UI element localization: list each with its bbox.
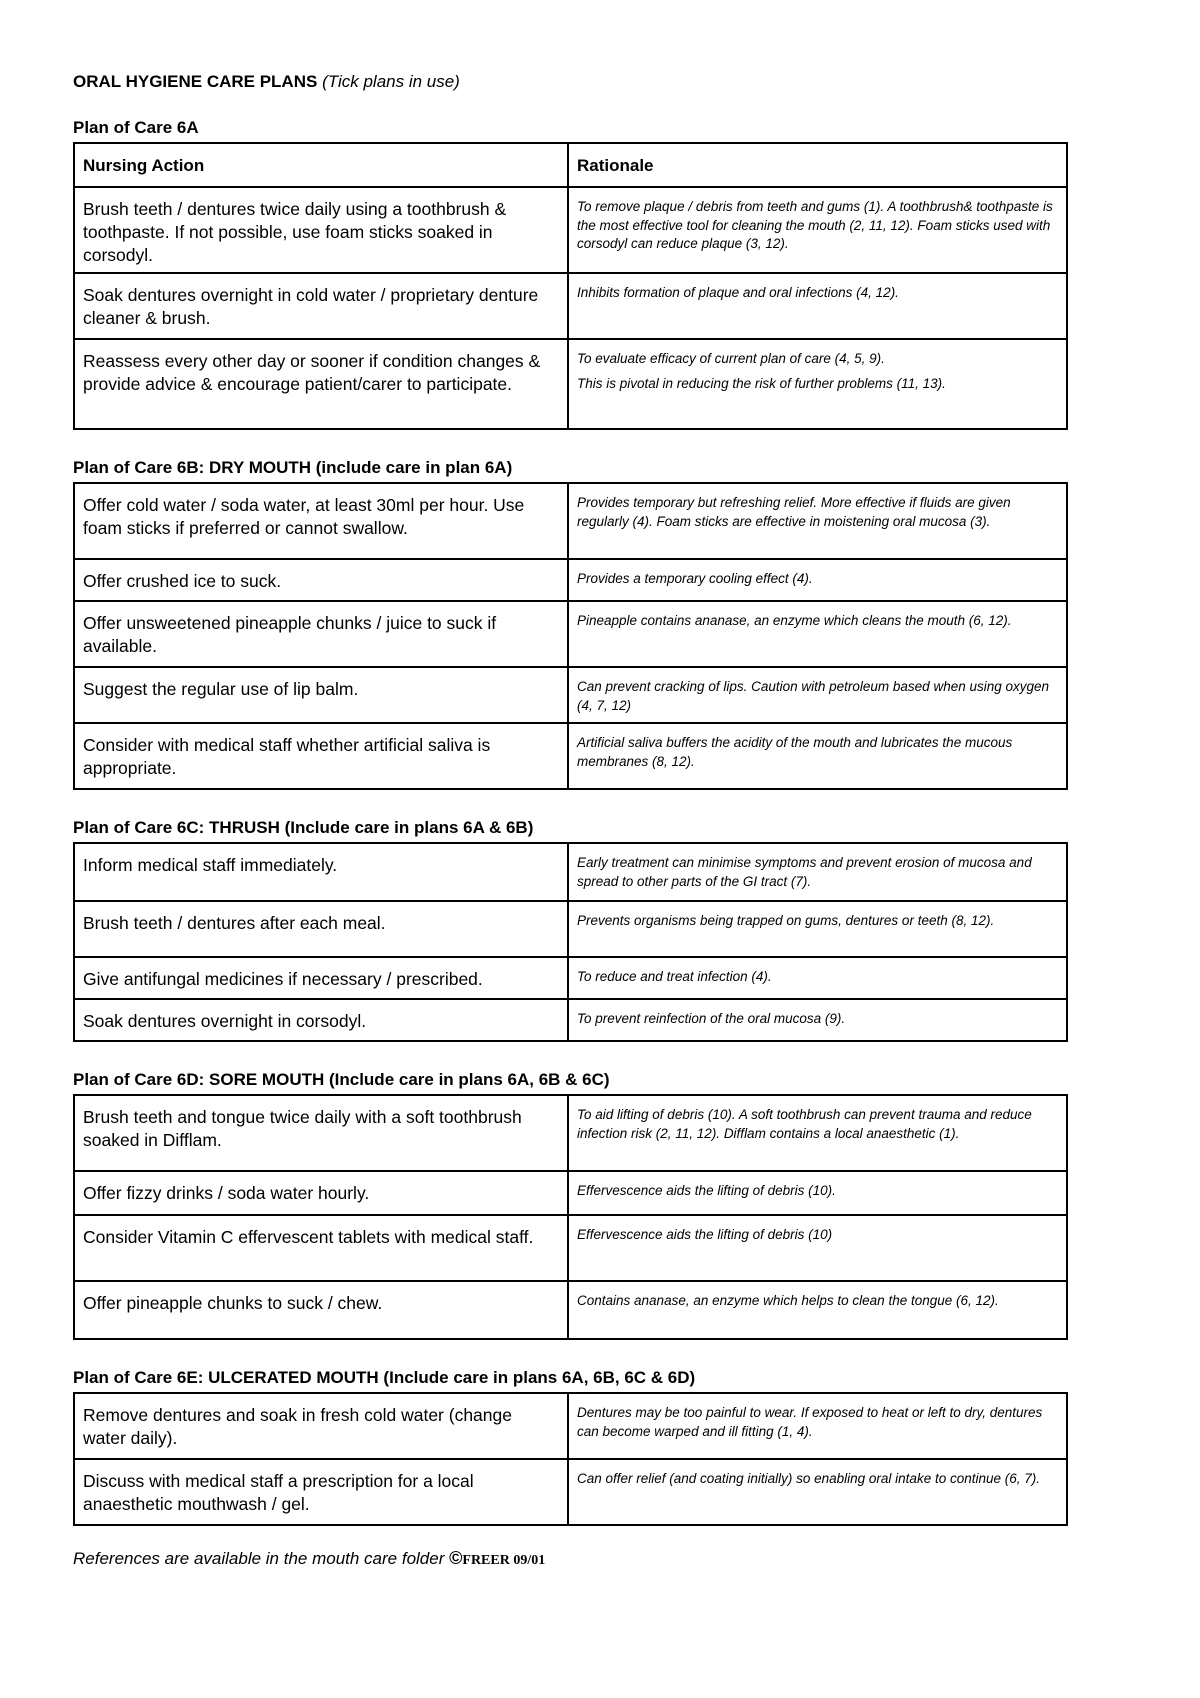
rationale-cell: [568, 339, 1067, 429]
nursing-action-cell: Brush teeth / dentures twice daily using a toothbrush & toothpaste. If not possible, use foam sticks soaked in corsodyl.: [74, 187, 568, 273]
rationale-cell: Provides temporary but refreshing relief. More effective if fluids are given regularly (4). Foam sticks are effective in moistening oral mucosa (3).: [568, 483, 1067, 559]
rationale-cell: Inhibits formation of plaque and oral infections (4, 12).: [568, 273, 1067, 339]
plan-6b-table: [73, 482, 1068, 790]
table-row: [74, 339, 1067, 429]
plan-6d-table: [73, 1094, 1068, 1340]
nursing-action-cell: Consider Vitamin C effervescent tablets with medical staff.: [74, 1215, 568, 1281]
nursing-action-cell: Brush teeth / dentures after each meal.: [74, 901, 568, 957]
plan-6a-table: [73, 142, 1068, 430]
table-row: [74, 601, 1067, 667]
table-row: [74, 667, 1067, 723]
rationale-cell: To remove plaque / debris from teeth and gums (1). A toothbrush& toothpaste is the most effective tool for cleaning the mouth (2, 11, 12). Foam sticks used with corsodyl can reduce plaque (3, 12).: [568, 187, 1067, 273]
nursing-action-cell: Consider with medical staff whether artificial saliva is appropriate.: [74, 723, 568, 789]
rationale-cell: Contains ananase, an enzyme which helps to clean the tongue (6, 12).: [568, 1281, 1067, 1339]
references-note: References are available in the mouth care folder: [73, 1549, 445, 1568]
rationale-line: To evaluate efficacy of current plan of care (4, 5, 9).: [577, 351, 885, 366]
document-title: [73, 72, 1066, 92]
rationale-cell: To reduce and treat infection (4).: [568, 957, 1067, 999]
table-row: [74, 559, 1067, 601]
table-row: [74, 187, 1067, 273]
table-row: [74, 1171, 1067, 1215]
rationale-header: Rationale: [568, 143, 1067, 187]
rationale-line: This is pivotal in reducing the risk of further problems (11, 13).: [577, 375, 946, 391]
rationale-cell: Can offer relief (and coating initially) so enabling oral intake to continue (6, 7).: [568, 1459, 1067, 1525]
table-row: [74, 1215, 1067, 1281]
nursing-action-cell: Remove dentures and soak in fresh cold water (change water daily).: [74, 1393, 568, 1459]
nursing-action-cell: Offer fizzy drinks / soda water hourly.: [74, 1171, 568, 1215]
nursing-action-cell: Reassess every other day or sooner if condition changes & provide advice & encourage patient/carer to participate.: [74, 339, 568, 429]
rationale-cell: Dentures may be too painful to wear. If exposed to heat or left to dry, dentures can become warped and ill fitting (1, 4).: [568, 1393, 1067, 1459]
table-row: [74, 1281, 1067, 1339]
title-sub: (Tick plans in use): [322, 72, 460, 91]
table-row: [74, 1393, 1067, 1459]
rationale-cell: Early treatment can minimise symptoms and prevent erosion of mucosa and spread to other parts of the GI tract (7).: [568, 843, 1067, 901]
plan-6e-table: [73, 1392, 1068, 1526]
plan-6e-heading: Plan of Care 6E: ULCERATED MOUTH (Include care in plans 6A, 6B, 6C & 6D): [73, 1368, 696, 1387]
copyright-icon: ©: [449, 1548, 463, 1568]
rationale-cell: To prevent reinfection of the oral mucosa (9).: [568, 999, 1067, 1041]
rationale-cell: Pineapple contains ananase, an enzyme which cleans the mouth (6, 12).: [568, 601, 1067, 667]
table-row: [74, 901, 1067, 957]
rationale-cell: Effervescence aids the lifting of debris (10).: [568, 1171, 1067, 1215]
document-page: [73, 72, 1066, 1569]
plan-6b-heading: Plan of Care 6B: DRY MOUTH (include care in plan 6A): [73, 458, 513, 477]
nursing-action-cell: Soak dentures overnight in cold water / proprietary denture cleaner & brush.: [74, 273, 568, 339]
table-row: [74, 273, 1067, 339]
table-header-row: [74, 143, 1067, 187]
rationale-cell: To aid lifting of debris (10). A soft toothbrush can prevent trauma and reduce infection risk (2, 11, 12). Difflam contains a local anaesthetic (1).: [568, 1095, 1067, 1171]
rationale-cell: Effervescence aids the lifting of debris (10): [568, 1215, 1067, 1281]
table-row: [74, 843, 1067, 901]
nursing-action-cell: Soak dentures overnight in corsodyl.: [74, 999, 568, 1041]
nursing-action-cell: Offer crushed ice to suck.: [74, 559, 568, 601]
rationale-cell: Prevents organisms being trapped on gums, dentures or teeth (8, 12).: [568, 901, 1067, 957]
author-credit: FREER 09/01: [462, 1553, 546, 1568]
nursing-action-cell: Brush teeth and tongue twice daily with a soft toothbrush soaked in Difflam.: [74, 1095, 568, 1171]
table-row: [74, 1459, 1067, 1525]
table-row: [74, 723, 1067, 789]
nursing-action-cell: Offer cold water / soda water, at least 30ml per hour. Use foam sticks if preferred or cannot swallow.: [74, 483, 568, 559]
references-footer: [73, 1548, 1066, 1569]
nursing-action-cell: Offer unsweetened pineapple chunks / juice to suck if available.: [74, 601, 568, 667]
plan-6c-heading: Plan of Care 6C: THRUSH (Include care in plans 6A & 6B): [73, 818, 534, 837]
nursing-action-cell: Inform medical staff immediately.: [74, 843, 568, 901]
nursing-action-cell: Offer pineapple chunks to suck / chew.: [74, 1281, 568, 1339]
nursing-action-cell: Discuss with medical staff a prescription for a local anaesthetic mouthwash / gel.: [74, 1459, 568, 1525]
nursing-action-cell: Suggest the regular use of lip balm.: [74, 667, 568, 723]
rationale-cell: Provides a temporary cooling effect (4).: [568, 559, 1067, 601]
plan-6d-heading: Plan of Care 6D: SORE MOUTH (Include care in plans 6A, 6B & 6C): [73, 1070, 610, 1089]
nursing-action-cell: Give antifungal medicines if necessary / prescribed.: [74, 957, 568, 999]
rationale-cell: Artificial saliva buffers the acidity of the mouth and lubricates the mucous membranes (8, 12).: [568, 723, 1067, 789]
plan-6c-table: [73, 842, 1068, 1042]
title-main: ORAL HYGIENE CARE PLANS: [73, 72, 318, 91]
nursing-action-header: Nursing Action: [74, 143, 568, 187]
table-row: [74, 999, 1067, 1041]
rationale-cell: Can prevent cracking of lips. Caution with petroleum based when using oxygen (4, 7, 12): [568, 667, 1067, 723]
table-row: [74, 957, 1067, 999]
table-row: [74, 1095, 1067, 1171]
plan-6a-heading: Plan of Care 6A: [73, 118, 199, 137]
table-row: [74, 483, 1067, 559]
